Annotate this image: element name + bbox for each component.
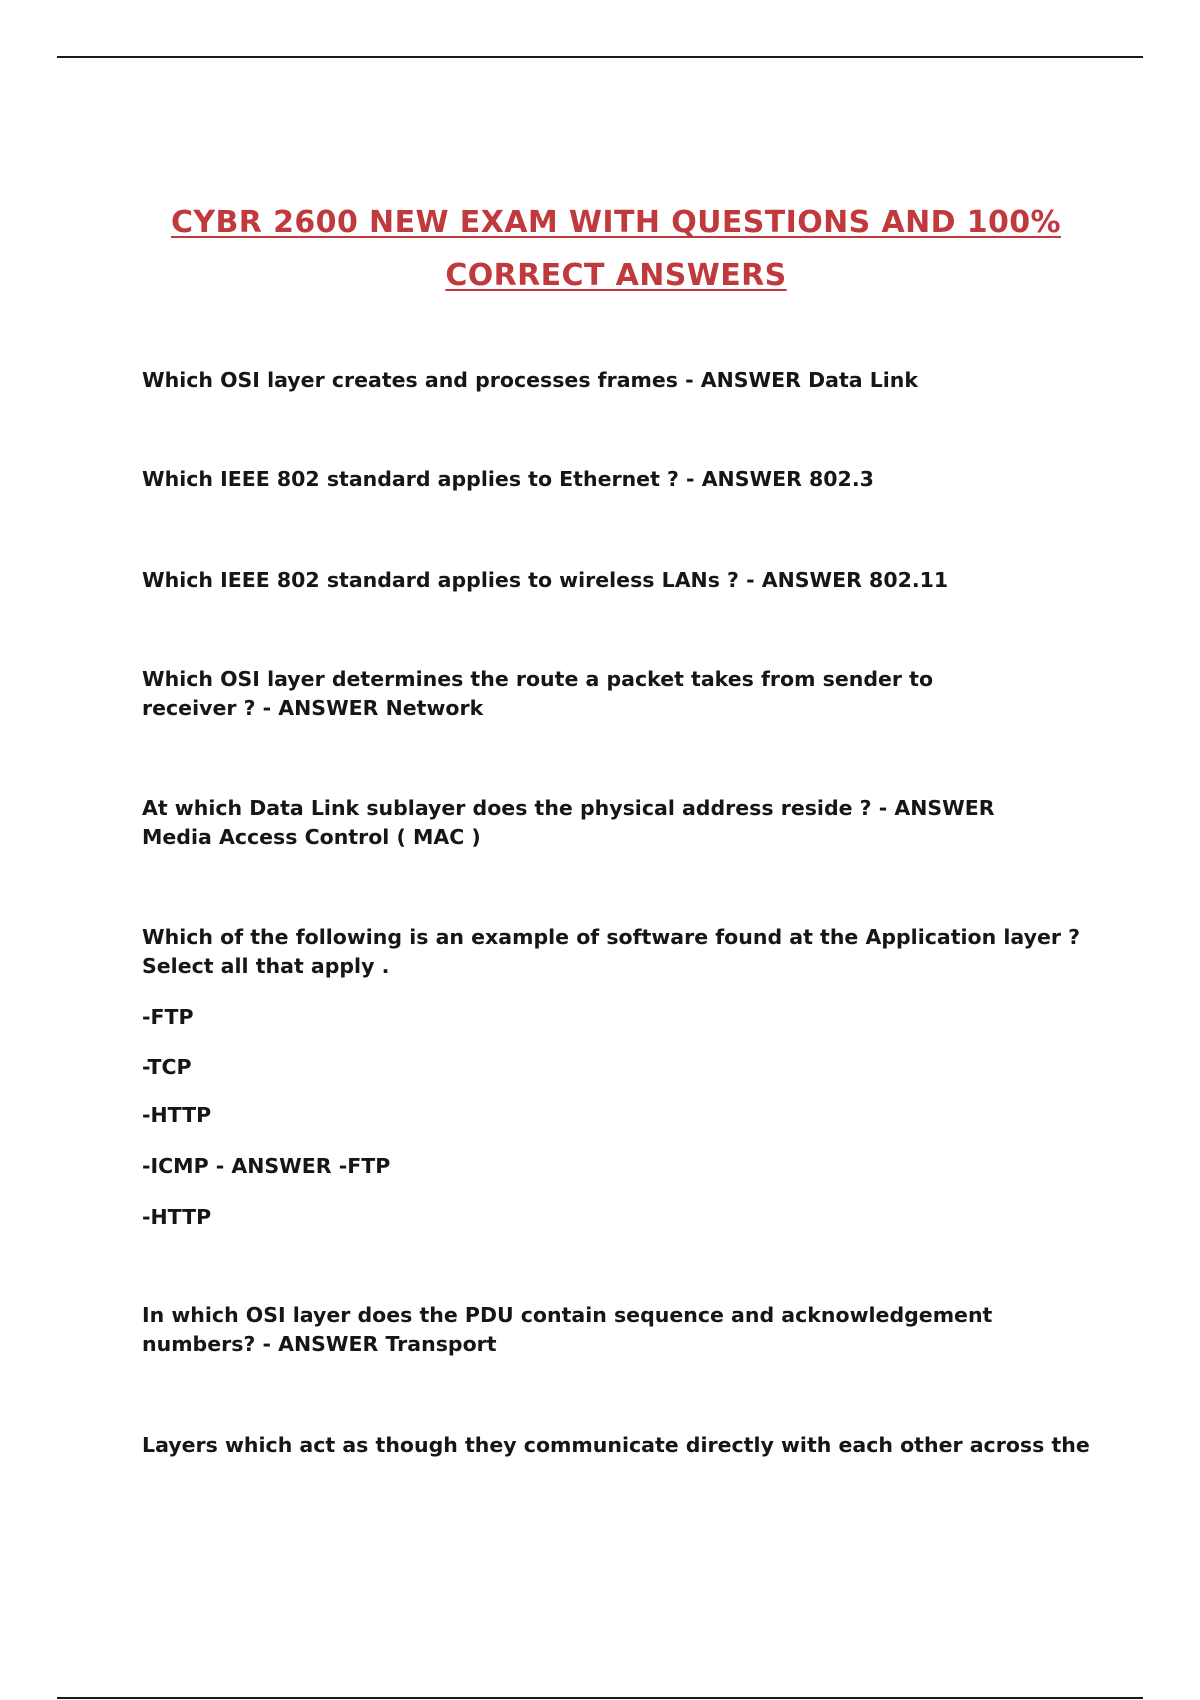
title-line-1: CYBR 2600 NEW EXAM WITH QUESTIONS AND 100%	[170, 205, 1062, 240]
footer-rule	[57, 1697, 1143, 1699]
qa-item-3: Which IEEE 802 standard applies to wireless LANs ? - ANSWER 802.11	[142, 568, 949, 592]
option-tcp: -TCP	[142, 1055, 192, 1079]
document-title	[100, 196, 1132, 302]
qa-item-6-question: Which of the following is an example of software found at the Application layer ? Select all that apply .	[142, 925, 1080, 978]
option-icmp-answer: -ICMP - ANSWER -FTP	[142, 1154, 391, 1178]
qa-item-4: Which OSI layer determines the route a packet takes from sender to receiver ? - ANSWER Network	[142, 667, 934, 720]
qa-item-2: Which IEEE 802 standard applies to Ethernet ? - ANSWER 802.3	[142, 467, 874, 491]
option-ftp: -FTP	[142, 1005, 194, 1029]
option-http: -HTTP	[142, 1103, 212, 1127]
qa-item-7: In which OSI layer does the PDU contain sequence and acknowledgement numbers? - ANSWER Transport	[142, 1303, 993, 1356]
qa-item-8: Layers which act as though they communicate directly with each other across the	[142, 1433, 1090, 1457]
qa-item-5: At which Data Link sublayer does the physical address reside ? - ANSWER Media Access Control ( MAC )	[142, 796, 995, 849]
option-http-answer: -HTTP	[142, 1205, 212, 1229]
qa-item-1: Which OSI layer creates and processes frames - ANSWER Data Link	[142, 368, 919, 392]
header-rule	[57, 56, 1143, 58]
title-line-2: CORRECT ANSWERS	[445, 258, 787, 293]
